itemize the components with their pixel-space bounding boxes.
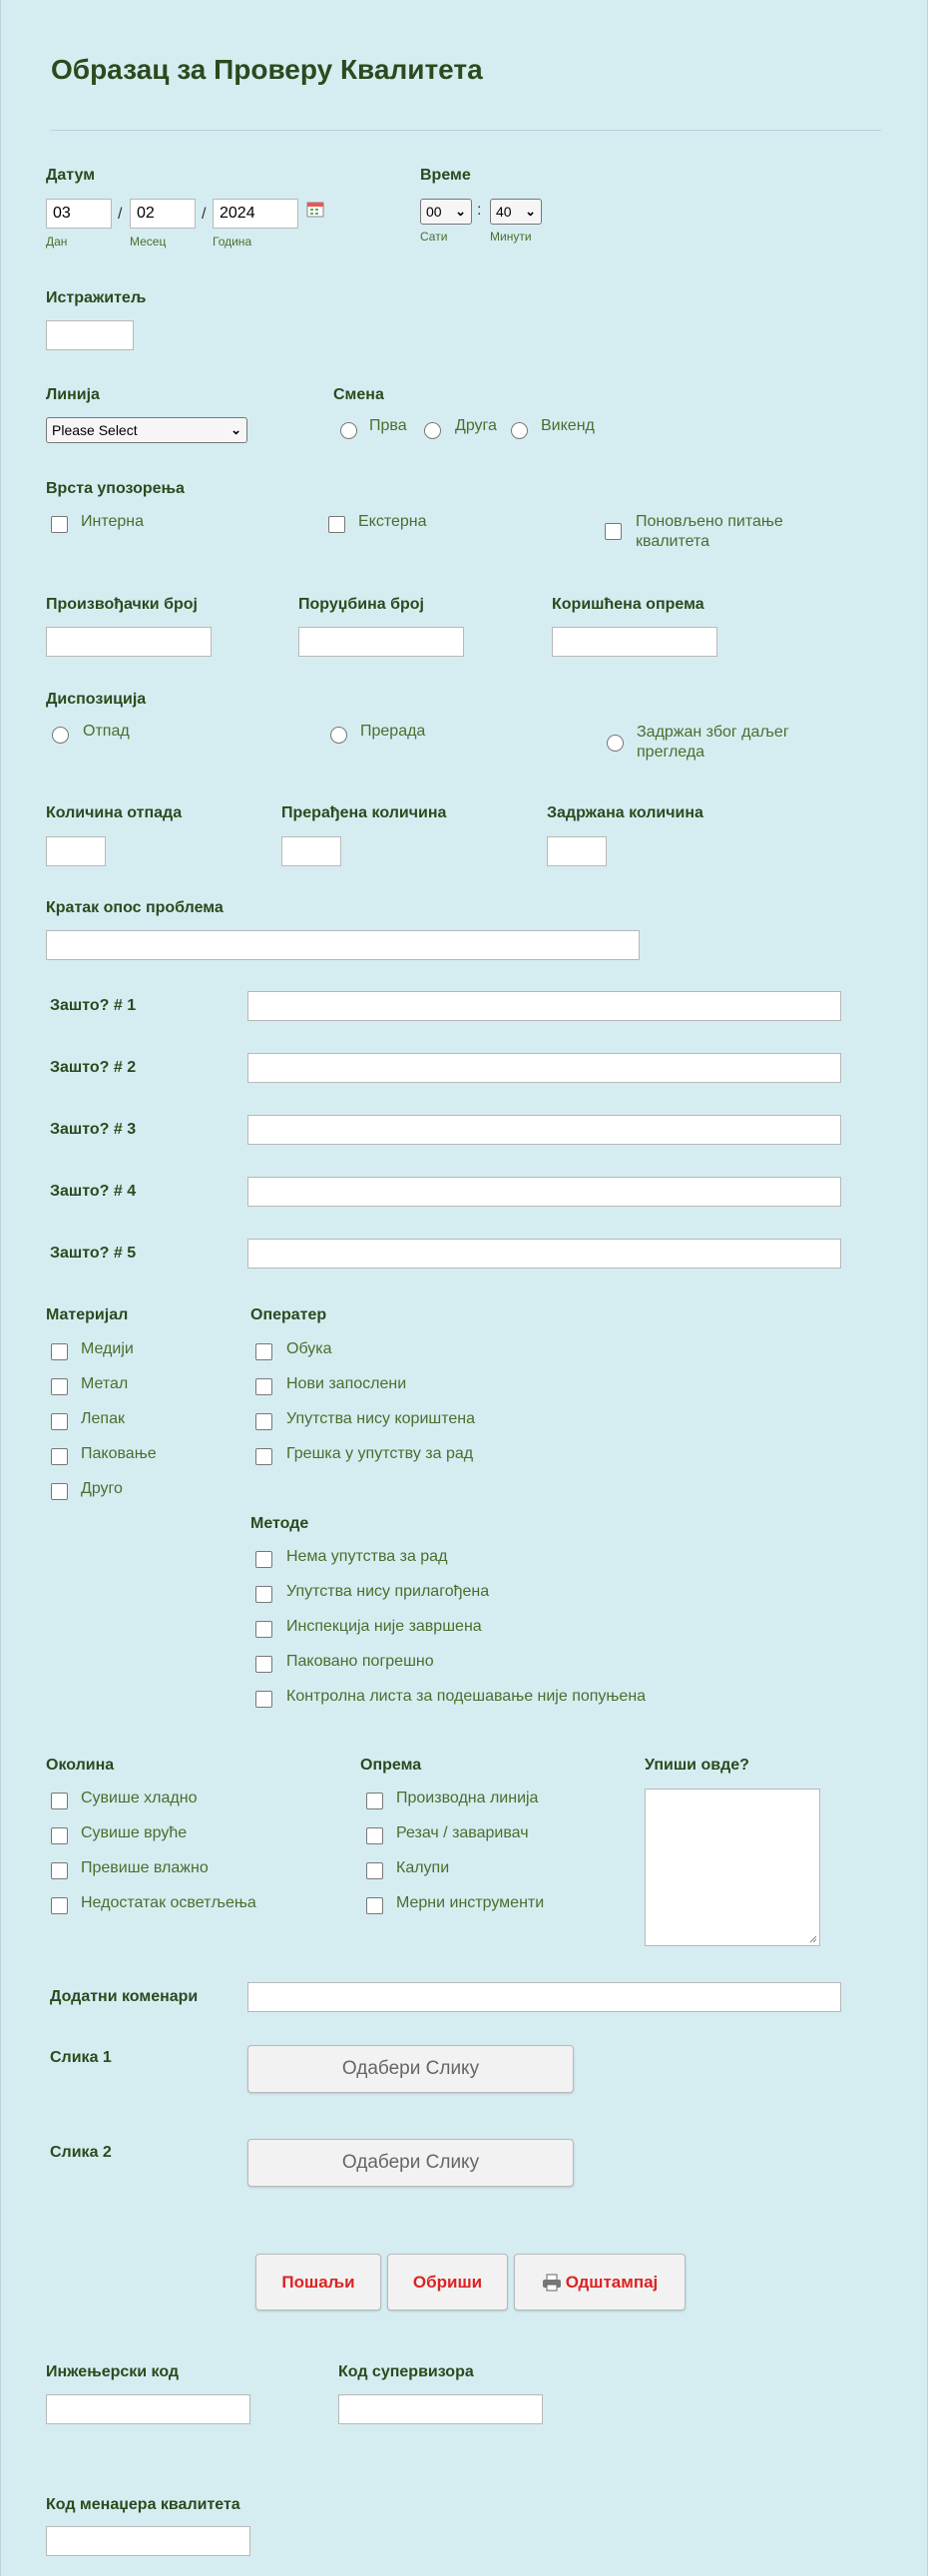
minutes-select[interactable]: 40 ⌄ [490,199,542,225]
material-option-label: Друго [81,1480,123,1497]
chevron-down-icon: ⌄ [525,204,536,219]
why-label: Зашто? # 4 [50,1183,137,1200]
minutes-sublabel: Минути [490,230,532,244]
equipment-used-input[interactable] [552,627,717,657]
day-sublabel: Дан [46,235,68,249]
alert-internal-checkbox[interactable] [51,516,68,533]
operator-label: Оператер [250,1306,327,1323]
shift-radio-first[interactable] [340,422,357,439]
choose-image-2-button[interactable]: Одабери Слику [247,2139,574,2187]
why-label: Зашто? # 1 [50,997,137,1014]
alert-option-label: Поновљено питање [636,513,783,530]
methods-option-label: Нема упутства за рад [286,1548,448,1565]
disposition-option-label: прегледа [637,744,705,761]
material-checkbox[interactable] [51,1448,68,1465]
image-1-label: Слика 1 [50,2049,112,2066]
line-select[interactable]: Please Select ⌄ [46,417,247,443]
rework-quantity-label: Прерађена количина [281,804,447,821]
methods-checkbox[interactable] [255,1691,272,1708]
material-checkbox[interactable] [51,1343,68,1360]
material-option-label: Лепак [81,1410,125,1427]
supervisor-code-input[interactable] [338,2394,543,2424]
alert-type-label: Врста упозорења [46,480,185,497]
disposition-scrap-radio[interactable] [52,727,69,744]
alert-option-label: квалитета [636,533,710,550]
equipment-option-label: Производна линија [396,1790,539,1806]
disposition-option-label: Отпад [83,723,130,740]
environment-option-label: Сувише вруће [81,1824,188,1841]
alert-option-label: Интерна [81,513,145,530]
disposition-held-radio[interactable] [607,735,624,752]
operator-checkbox[interactable] [255,1378,272,1395]
product-number-label: Произвођачки број [46,596,198,613]
engineer-code-label: Инжењерски код [46,2363,180,2380]
time-separator: : [477,202,482,219]
methods-option-label: Паковано погрешно [286,1653,434,1670]
methods-checkbox[interactable] [255,1551,272,1568]
material-checkbox[interactable] [51,1483,68,1500]
scrap-quantity-input[interactable] [46,836,106,866]
hours-select[interactable]: 00 ⌄ [420,199,472,225]
environment-checkbox[interactable] [51,1793,68,1809]
equipment-option-label: Калупи [396,1859,450,1876]
methods-option-label: Упутства нису прилагођена [286,1583,490,1600]
environment-option-label: Сувише хладно [81,1790,198,1806]
clear-button[interactable]: Обриши [387,2254,508,2311]
equipment-used-label: Коришћена опрема [552,596,704,613]
hours-sublabel: Сати [420,230,448,244]
disposition-rework-radio[interactable] [330,727,347,744]
environment-option-label: Превише влажно [81,1859,209,1876]
why-5-input[interactable] [247,1239,841,1269]
methods-checkbox[interactable] [255,1656,272,1673]
order-number-input[interactable] [298,627,464,657]
equipment-checkbox[interactable] [366,1862,383,1879]
environment-checkbox[interactable] [51,1862,68,1879]
disposition-option-label: Прерада [360,723,426,740]
alert-repeated-checkbox[interactable] [605,523,622,540]
investigator-input[interactable] [46,320,134,350]
material-label: Материјал [46,1306,129,1323]
day-input[interactable]: 03 [46,199,112,229]
material-option-label: Метал [81,1375,129,1392]
printer-icon [542,2274,562,2292]
qm-code-input[interactable] [46,2526,250,2556]
product-number-input[interactable] [46,627,212,657]
rework-quantity-input[interactable] [281,836,341,866]
why-4-input[interactable] [247,1177,841,1207]
year-sublabel: Година [213,235,252,249]
operator-option-label: Упутства нису кориштена [286,1410,475,1427]
shift-radio-weekend[interactable] [511,422,528,439]
methods-label: Методе [250,1515,309,1532]
methods-option-label: Инспекција није завршена [286,1618,482,1635]
operator-option-label: Грешка у упутству за рад [286,1445,474,1462]
equipment-checkbox[interactable] [366,1793,383,1809]
engineer-code-input[interactable] [46,2394,250,2424]
material-option-label: Медији [81,1340,134,1357]
alert-external-checkbox[interactable] [328,516,345,533]
held-quantity-label: Задржана количина [547,804,703,821]
why-3-input[interactable] [247,1115,841,1145]
problem-input[interactable] [46,930,640,960]
shift-option-label: Прва [369,417,407,434]
write-here-textarea[interactable] [645,1789,820,1946]
alert-option-label: Екстерна [358,513,427,530]
calendar-icon[interactable] [306,200,324,218]
page-title: Образац за Проверу Квалитета [51,54,483,85]
additional-comments-label: Додатни коменари [50,1988,199,2005]
why-2-input[interactable] [247,1053,841,1083]
time-label: Време [420,167,471,184]
write-here-label: Упиши овде? [645,1757,749,1774]
problem-label: Кратак опос проблема [46,899,224,916]
resize-handle-icon[interactable] [809,1935,817,1943]
equipment-checkbox[interactable] [366,1897,383,1914]
line-label: Линија [46,386,100,403]
equipment-option-label: Резач / заваривач [396,1824,529,1841]
operator-option-label: Обука [286,1340,332,1357]
material-option-label: Паковање [81,1445,157,1462]
methods-checkbox[interactable] [255,1586,272,1603]
material-checkbox[interactable] [51,1378,68,1395]
chevron-down-icon: ⌄ [455,204,466,219]
disposition-option-label: Задржан због даљег [637,724,789,741]
print-button-label: Одштампај [565,2273,659,2292]
methods-checkbox[interactable] [255,1621,272,1638]
operator-checkbox[interactable] [255,1413,272,1430]
choose-image-1-button[interactable]: Одабери Слику [247,2045,574,2093]
scrap-quantity-label: Количина отпада [46,804,183,821]
environment-label: Околина [46,1757,115,1774]
held-quantity-input[interactable] [547,836,607,866]
supervisor-code-label: Код супервизора [338,2363,474,2380]
material-checkbox[interactable] [51,1413,68,1430]
additional-comments-input[interactable] [247,1982,841,2012]
month-input[interactable]: 02 [130,199,196,229]
environment-checkbox[interactable] [51,1897,68,1914]
environment-checkbox[interactable] [51,1827,68,1844]
month-sublabel: Месец [130,235,167,249]
order-number-label: Поруџбина број [298,596,424,613]
why-label: Зашто? # 3 [50,1121,137,1138]
why-label: Зашто? # 5 [50,1245,137,1262]
chevron-down-icon: ⌄ [231,422,241,437]
print-button[interactable] [514,2254,686,2311]
shift-radio-second[interactable] [424,422,441,439]
image-2-label: Слика 2 [50,2144,112,2161]
operator-checkbox[interactable] [255,1343,272,1360]
qm-code-label: Код менаџера квалитета [46,2496,240,2513]
equipment-checkbox[interactable] [366,1827,383,1844]
shift-option-label: Друга [455,417,497,434]
date-label: Датум [46,167,96,184]
shift-option-label: Викенд [541,417,595,434]
divider [51,130,881,131]
operator-option-label: Нови запослени [286,1375,407,1392]
submit-button[interactable]: Пошаљи [255,2254,381,2311]
disposition-label: Диспозиција [46,691,147,708]
why-label: Зашто? # 2 [50,1059,137,1076]
shift-label: Смена [333,386,384,403]
equipment-group-label: Опрема [360,1757,422,1774]
investigator-label: Истражитељ [46,289,147,306]
environment-option-label: Недостатак осветљења [81,1894,256,1911]
date-separator: / [202,206,207,223]
operator-checkbox[interactable] [255,1448,272,1465]
year-input[interactable]: 2024 [213,199,298,229]
why-1-input[interactable] [247,991,841,1021]
date-separator: / [118,206,123,223]
equipment-option-label: Мерни инструменти [396,1894,545,1911]
methods-option-label: Контролна листа за подешавање није попуњена [286,1688,647,1705]
